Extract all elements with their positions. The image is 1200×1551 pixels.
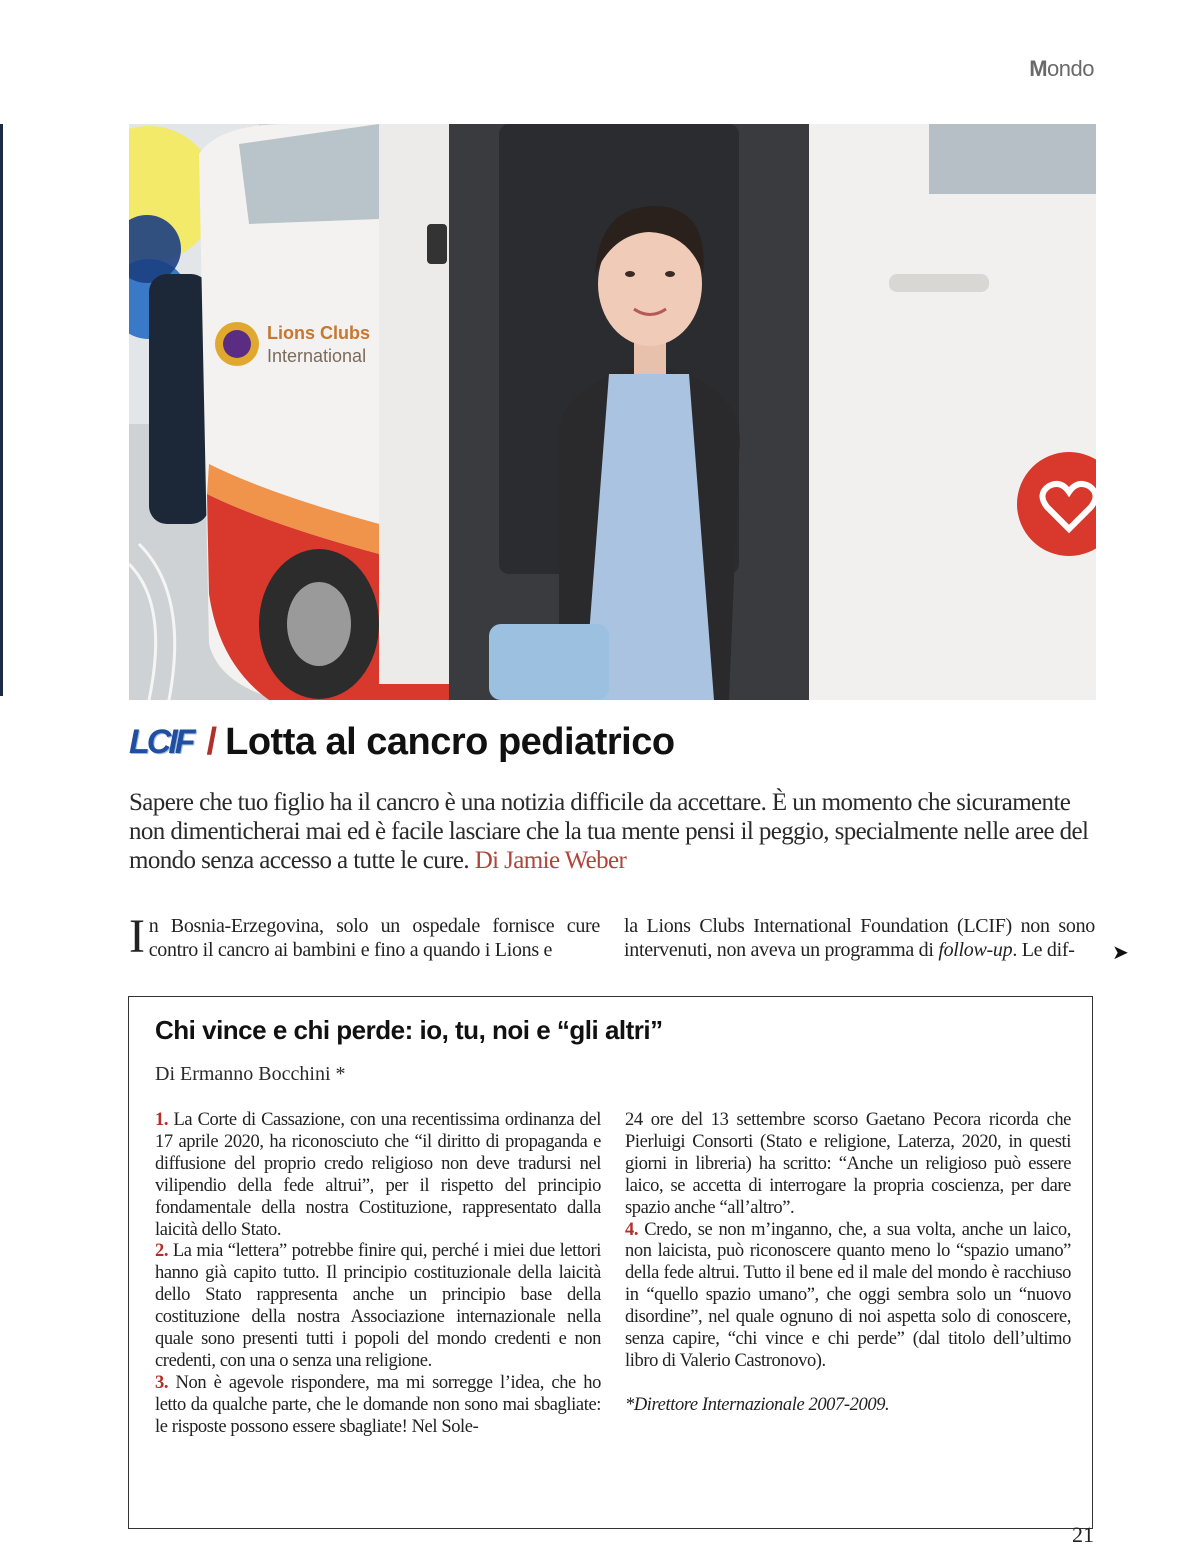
- sidebar-box: [128, 996, 1093, 1529]
- column-right-text-2: . Le dif-: [1012, 939, 1075, 961]
- box-column-left: [155, 1110, 601, 1439]
- article-lead: [129, 788, 1097, 875]
- paragraph-text: Non è agevole rispondere, ma mi sorregge l’idea, che ho letto da qualche parte, che le domande non sono mai sbagliate: le risposte possono essere sbagliate! Nel Sole-: [155, 1372, 601, 1437]
- hero-photo: [129, 124, 1096, 700]
- box-paragraph-3-continued: 24 ore del 13 settembre scorso Gaetano Pecora ricorda che Pierluigi Consorti (Stato e religione, Laterza, 2020, in questi giorni in libreria) ha scritto: “Anche un religioso può essere laico, se accetta di interrogare la propria coscienza, per dare spazio anche “all’altro”.: [625, 1110, 1071, 1218]
- heading-separator: /: [206, 720, 218, 763]
- column-right-text-1: la Lions Clubs International Foundation (LCIF) non sono intervenuti, non aveva un programma di: [624, 915, 1095, 961]
- lcif-logo: LCIF: [129, 722, 193, 761]
- paragraph-text: La mia “lettera” potrebbe finire qui, perché i miei due lettori hanno già capito tutto. Il principio costituzionale della laicità dello Stato rappresenta anche un principio base della costituzione della nostra Associazione internazionale nella quale sono presenti tutti i popoli del mondo credenti e non credenti, con una o senza una religione.: [155, 1241, 601, 1371]
- section-tag-initial: M: [1029, 56, 1048, 81]
- section-tag: [1029, 56, 1094, 82]
- article-title: Lotta al cancro pediatrico: [225, 720, 675, 763]
- paragraph-number: 4.: [625, 1219, 639, 1240]
- box-paragraph-1: [155, 1110, 601, 1241]
- paragraph-text: Credo, se non m’inganno, che, a sua volta, anche un laico, non laicista, può riconoscere quanto meno lo “spazio umano” della fede altrui. Tutto il bene ed il male del mondo è racchiuso in “quello spazio umano”, che oggi sembra solo un “nuovo disordine”, nel quale ognuno di noi aspetta solo di conoscere, senza capire, “chi vince e chi perde” (dal titolo dell’ultimo libro di Valerio Castronovo).: [625, 1219, 1071, 1371]
- lead-text: Sapere che tuo figlio ha il cancro è una notizia difficile da accettare. È un momento che sicuramente non dimenticherai mai ed è facile lasciare che la tua mente pensi il peggio, specialmente nelle aree del mondo senza accesso a tutte le cure.: [129, 789, 1089, 874]
- paragraph-text: La Corte di Cassazione, con una recentissima ordinanza del 17 aprile 2020, ha riconosciuto che “il diritto di propaganda e diffusione del proprio credo religioso non deve tradursi nel vilipendio della fede altrui”, per il rispetto del principio fondamentale della nostra Costituzione, rappresentato dalla laicità dello Stato.: [155, 1110, 601, 1240]
- box-paragraph-3: [155, 1373, 601, 1439]
- paragraph-number: 2.: [155, 1241, 169, 1262]
- box-column-right: [625, 1110, 1071, 1417]
- article-column-left: [129, 910, 600, 963]
- article-column-right: [624, 914, 1095, 962]
- section-tag-rest: ondo: [1047, 56, 1094, 81]
- page-number: 21: [1072, 1522, 1094, 1547]
- article-heading: [129, 718, 675, 766]
- column-right-emphasis: follow-up: [938, 939, 1013, 961]
- paragraph-number: 3.: [155, 1372, 169, 1393]
- hero-photo-illustration: [129, 124, 1096, 700]
- box-paragraph-2: [155, 1241, 601, 1372]
- box-paragraph-4: [625, 1220, 1071, 1373]
- continue-arrow-icon: ➤: [1112, 942, 1129, 964]
- author-note: *Direttore Internazionale 2007-2009.: [625, 1394, 890, 1415]
- article-byline: Di Jamie Weber: [474, 847, 627, 874]
- box-author: Di Ermanno Bocchini *: [155, 1063, 346, 1085]
- drop-cap: I: [129, 910, 145, 963]
- van-logo-line2: International: [267, 346, 367, 366]
- left-edge-bar: [0, 124, 3, 696]
- paragraph-number: 1.: [155, 1110, 169, 1130]
- column-left-text: n Bosnia-Erzegovina, solo un ospedale fornisce cure contro il cancro ai bambini e fino a quando i Lions e: [148, 915, 600, 961]
- van-logo-line1: Lions Clubs: [267, 323, 370, 343]
- box-title: Chi vince e chi perde: io, tu, noi e “gli altri”: [155, 1015, 663, 1045]
